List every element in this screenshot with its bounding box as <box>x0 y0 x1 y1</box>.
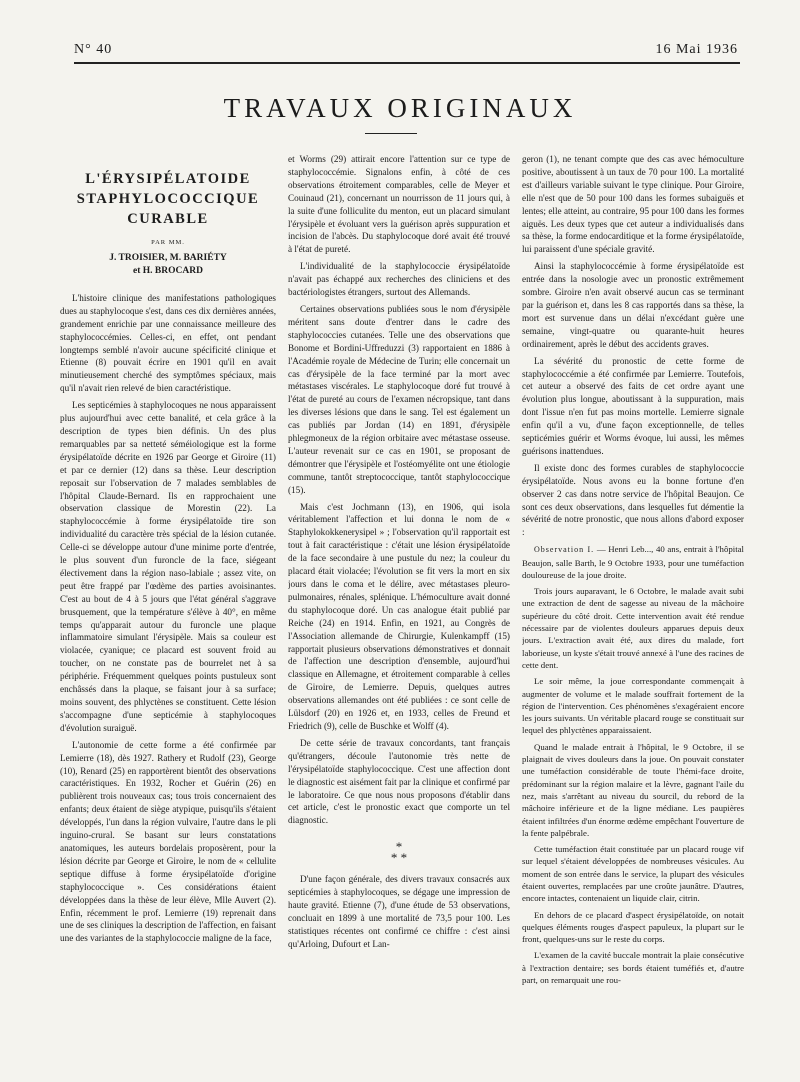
case-report-paragraph <box>522 543 744 581</box>
header-rule <box>74 62 740 64</box>
paragraph: Ainsi la staphylococcémie à forme érysipélatoïde est entrée dans la nosologie avec un pronostic extrêmement sombre. Giroire n'en avait observé aucun cas se terminant par la guérison et, dans les 8 cas rapportés dans sa thèse, la mort est survenue dans un délai n'excédant guère une semaine, vingt-quatre ou quarante-huit heures ordinairement, après le début des accidents graves. <box>522 261 744 349</box>
case-text: — Henri Leb..., 40 ans, entrait à l'hôpital Beaujon, salle Barth, le 9 Octobre 1933, pour une tuméfaction douloureuse de la joue droite. <box>522 544 744 580</box>
article-title-line: L'ÉRYSIPÉLATOIDE <box>85 171 251 187</box>
column-1 <box>60 153 276 1073</box>
article-title-line: CURABLE <box>127 211 209 227</box>
case-report-paragraph: En dehors de ce placard d'aspect érysipélatoïde, on notait quelques éléments rouges d'aspect papuleux, la plupart sur le front, quelques-uns sur le reste du corps. <box>522 909 744 945</box>
article-title <box>60 169 276 229</box>
authors-line: J. TROISIER, M. BARIÉTY <box>109 252 227 263</box>
case-report-paragraph: Quand le malade entrait à l'hôpital, le 9 Octobre, il se plaignait de vives douleurs dans la joue. On pouvait constater une tuméfaction considérable de toute l'hémi-face droite, prédominant sur la région malaire et la lèvre, gagnant l'aile du nez, mais s'arrêtant au niveau du sourcil, du rebord de la mâchoire inférieure et de la ligne médiane. Les paupières étaient infiltrées d'un énorme œdème empêchant l'ouverture de la fente palpébrale. <box>522 741 744 838</box>
paragraph: et Worms (29) attirait encore l'attention sur ce type de staphylococcémie. Signalons enfin, à côté de ces observations étroitement comparables, celle de Meyer et Couinaud (21), concernant un nourrisson de 11 jours qui, à la suite d'une folliculite du menton, eut un placard simulant l'érysipèle et évoluant vers la guérison après suppuration et incision de l'abcès. Du staphylocoque doré avait été trouvé à l'état de pureté. <box>288 154 510 255</box>
paragraph: D'une façon générale, des divers travaux consacrés aux septicémies à staphylocoques, se dégage une impression de haute gravité. Etienne (7), d'une étude de 53 observations, concluait en 1899 à une mortalité de 73,5 pour 100. Les statistiques récentes ont confirmé ce chiffre : c'est ainsi qu'Arloing, Dufourt et Lan- <box>288 874 510 949</box>
article-title-line: STAPHYLOCOCCIQUE <box>76 191 260 207</box>
case-report-paragraph: Cette tuméfaction était constituée par un placard rouge vif sur lequel s'étaient développées de nombreuses vésicules. Au moment de son entrée dans le service, la plupart des vésicules étaient ouvertes, remplacées par une croûte jaunâtre. D'autres, encore intactes, contenaient un liquide clair, citrin. <box>522 844 744 904</box>
issue-number: N° 40 <box>74 42 113 57</box>
section-separator-stars: * * * <box>390 839 408 866</box>
case-report-paragraph: Trois jours auparavant, le 6 Octobre, le malade avait subi une extraction de dent de sagesse au niveau de la mâchoire supérieure du côté droit. Cette intervention avait été rendue nécessaire par de violentes douleurs apparues depuis deux jours. L'extraction avait été, aux dires du malade, fort laborieuse, un kyste s'était trouvé annexé à l'une des racines de cette dent. <box>522 586 744 670</box>
byline-prefix: PAR MM. <box>151 239 185 246</box>
paragraph: geron (1), ne tenant compte que des cas avec hémoculture positive, aboutissent à un taux de 70 pour 100. La mortalité est d'ailleurs variable suivant le type clinique. Pour Giroire, elle n'est que de 50 pour 100 dans les formes subaiguës et lentes; elle atteint, au contraire, 95 pour 100 dans les formes aiguës. Les deux types que cet auteur a individualisés dans sa thèse, la forme endocarditique et la forme érysipélatoïde, lui paraissent d'une spéciale gravité. <box>522 154 744 255</box>
case-report-paragraph: L'examen de la cavité buccale montrait la plaie consécutive à l'extraction dentaire; ses bords étaient tuméfiés et, d'autre part, on remarquait une rou- <box>522 950 744 986</box>
paragraph: L'autonomie de cette forme a été confirmée par Lemierre (18), dès 1927. Rathery et Rudolf (23), George (10), Renard (25) en rapportèrent bientôt des observations caractéristiques. En 1932, Rocher et Guérin (26) en publièrent trois nouveaux cas; tous trois concernaient des enfants; deux étaient de siège atypique, puisqu'ils s'étaient développés, l'un dans la région vulvaire, l'autre dans le pli inguino-crural. Se basant sur leurs constatations anatomiques, les auteurs bordelais proposèrent, pour la lésion décrite par George et Giroire, le nom de « cellulite septique diffuse à forme érysipélatoïde d'origine staphylococcique ». Ces considérations étaient développées dans la thèse de leur élève, Mlle Auvert (2). Enfin, récemment le prof. Lemierre (19) reprenait dans une de ses cliniques la description de l'affection, en faisant une des variantes de la staphylococcie maligne de la face, <box>60 739 276 944</box>
paragraph: De cette série de travaux concordants, tant français qu'étrangers, découle l'autonomie très nette de l'érysipélatoïde staphylococcique. C'est une affection dont le diagnostic est aisément fait par la clinique et confirmé par le laboratoire. Ce que nous nous proposons d'établir dans cet article, c'est le pronostic exact que comporte un tel diagnostic. <box>288 737 510 826</box>
authors <box>60 252 276 278</box>
authors-line: et H. BROCARD <box>133 265 203 276</box>
section-title-rule <box>365 133 417 134</box>
issue-date: 16 Mai 1936 <box>655 42 738 57</box>
column-3 <box>522 153 744 1073</box>
column-2 <box>288 153 510 1073</box>
paragraph: Certaines observations publiées sous le nom d'érysipèle méritent sans doute d'entrer dans le cadre des staphylococcies cutanées. Telle une des observations que Bonome et Bordini-Uffreduzzi (3) rapportaient en 1886 à l'Académie royale de Médecine de Turin; elle concernait un cas d'érysipèle de la face terminé par la mort avec métastases viscérales. Le staphylocoque doré fut trouvé à l'état de pureté au cours de l'examen nécropsique, tant dans les diverses lésions que dans le sang. Tel est également un cas publiés par Jordan (14) en 1891, d'érysipèle phlegmoneux de la région orbitaire avec métastase osseuse. L'auteur revenait sur ce cas en 1901, se proposant de démontrer que l'érysipèle et l'ostéomyélite ont une étiologie commune, tantôt streptococcique, tantôt staphylococcique (15). <box>288 303 510 495</box>
paragraph: L'individualité de la staphylococcie érysipélatoïde n'avait pas échappé aux recherches des cliniciens et des bactériologistes étrangers, surtout des Allemands. <box>288 261 510 298</box>
paragraph: Mais c'est Jochmann (13), en 1906, qui isola véritablement l'affection et lui donna le nom de « Staphylokokkenerysipel » ; l'observation qu'il rapportait est tout à fait caractéristique : c'était une lésion érysipélatoïde de la face secondaire à une pustule du nez; la couleur du placard était violacée; l'évolution se fit vers la mort en six jours dans le coma et le délire, avec métastases pleuro-pulmonaires, rénales, splénique. L'hémoculture avait donné du staphylocoque doré. Un cas analogue était publié par Reiche (24) en 1914. Enfin, en 1921, au Congrès de l'Association allemande de Chirurgie, Kulenkampff (15) rapportait plusieurs observations démonstratives et donnait de l'affection une description d'ensemble, aujourd'hui classique en Allemagne, et étroitement comparable à celles de Giroire, de Lemierre. Depuis, quelques autres observations allemandes ont été publiées : ce sont celle de Lülsdorf (20) en 1926 et, en 1933, celles de Freund et Friedrich (9), celle de Buschke et Wolff (4). <box>288 501 510 731</box>
paragraph: Il existe donc des formes curables de staphylococcie érysipélatoïde. Nous avons eu la bonne fortune d'en observer 2 cas dans notre service de l'hôpital Beaujon. Ce sont ces deux observations, dans lesquelles fut démentie la sévérité de notre pronostic, que nous allons d'abord exposer : <box>522 462 744 538</box>
paragraph: La sévérité du pronostic de cette forme de staphylococcémie a été confirmée par Lemierre. Toutefois, cet auteur a observé des faits de cet ordre ayant une évolution plus longue, aboutissant à la suppuration, mais dont l'issue n'en fut pas moins mortelle. Lemierre signale enfin qu'il a vu, d'une façon exceptionnelle, de telles septicémies guérir et Worms évoque, lui aussi, les mêmes guérisons inattendues. <box>522 355 744 456</box>
case-report-paragraph: Le soir même, la joue correspondante commençait à augmenter de volume et le malade souffrait fortement de la région de l'intervention. Ces phénomènes s'exagéraient encore les jours suivants. Un véritable placard rouge se constituait sur lequel des phlyctènes apparaissaient. <box>522 676 744 736</box>
section-title: TRAVAUX ORIGINAUX <box>223 93 577 123</box>
case-heading: Observation I. <box>534 545 595 555</box>
paragraph: Les septicémies à staphylocoques ne nous apparaissent plus aujourd'hui avec cette banalité, et cela grâce à la description de types bien définis. Un des plus remarquables par sa netteté séméiologique est la forme érysipélatoïde décrite en 1926 par George et Giroire (11) et par ce dernier (12) dans sa thèse. Leur description reposait sur l'observation de 7 malades semblables de l'hôpital Claude-Bernard. Ils en rapprochaient une observation classique de Morestin (22). La staphylococcémie à forme érysipélatoïde tire son individualité du caractère très spécial de la lésion cutanée. Celle-ci se développe autour d'une minime porte d'entrée, le plus souvent d'un furoncle de la face, siégeant électivement dans la région naso-labiale ; assez vite, on peut être frappé par l'œdème des parties avoisinantes. C'est au bout de 4 à 5 jours que l'état général s'aggrave brusquement, que la température s'élève à 40°, en même temps qu'apparait autour du furoncle une plaque inflammatoire simulant l'érysipèle. Mais sa couleur est violacée, cyanique; ce placard est souvent froid au toucher, on ne constate pas de bourrelet net à sa périphérie. Fréquemment quelques points pustuleux sont enchâssés dans la plaque, se faisant jour à sa surface; moins souvent, des phlyctènes se constituent. Cette lésion s'accompagne d'une septicémie à staphylocoques d'évolution suraiguë. <box>60 400 276 733</box>
paragraph: L'histoire clinique des manifestations pathologiques dues au staphylocoque s'est, dans ces dix dernières années, grandement enrichie par une connaissance meilleure des staphylococcémies. Celles-ci, en effet, ont pendant longtemps semblé n'avoir aucune spécificité clinique et Etienne (8) pouvait écrire en 1901 qu'il en avait minutieusement cherché des symptômes spéciaux, mais qu'il n'avait rien relevé de bien caractéristique. <box>60 292 276 394</box>
